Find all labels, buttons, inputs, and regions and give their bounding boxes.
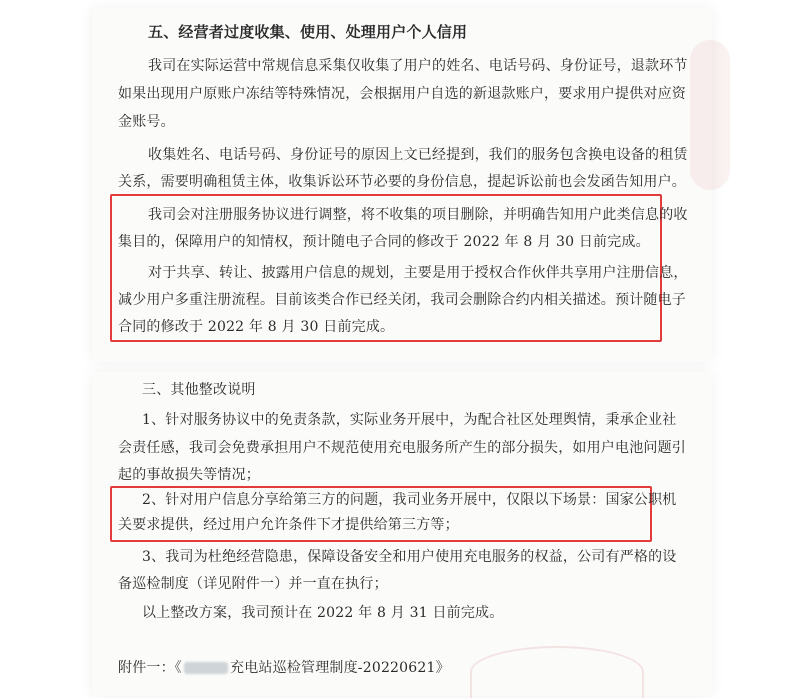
list-item-line: 关要求提供，经过用户允许条件下才提供给第三方等； [118, 517, 459, 533]
closing-line: 以上整改方案，我司预计在 2022 年 8 月 31 日前完成。 [142, 605, 504, 621]
seal-stamp-bottom [470, 646, 644, 698]
paragraph-line: 如果出现用户原账户冻结等特殊情况，会根据用户自选的新退款账户，要求用户提供对应资 [118, 86, 686, 102]
paragraph-line: 我司会对注册服务协议进行调整，将不收集的项目删除，并明确告知用户此类信息的收 [148, 207, 688, 223]
paragraph-line: 金账号。 [118, 114, 175, 130]
paragraph-line: 关系，需要明确租赁主体，收集诉讼环节必要的身份信息，提起诉讼前也会发函告知用户。 [118, 174, 686, 190]
paragraph-line: 对于共享、转让、披露用户信息的规划，主要是用于授权合作伙伴共享用户注册信息， [148, 265, 688, 281]
section-heading: 五、经营者过度收集、使用、处理用户个人信用 [148, 23, 468, 41]
attachment-prefix: 附件一：《 [118, 660, 182, 676]
paragraph-line: 集目的，保障用户的知情权，预计随电子合同的修改于 2022 年 8 月 30 日前完成。 [118, 234, 650, 250]
list-item-line: 会责任感，我司会免费承担用户不规范使用充电服务所产生的部分损失，如用户电池问题引 [118, 440, 686, 456]
list-item-line: 2、针对用户信息分享给第三方的问题，我司业务开展中，仅限以下场景：国家公职机 [142, 492, 677, 508]
list-item-line: 备巡检制度（详见附件一）并一直在执行； [118, 576, 388, 592]
paragraph-line: 收集姓名、电话号码、身份证号的原因上文已经提到，我们的服务包含换电设备的租赁 [148, 147, 688, 163]
list-item-line: 起的事故损失等情况； [118, 467, 260, 483]
paragraph-line: 减少用户多重注册流程。目前该类合作已经关闭，我司会删除合约内相关描述。预计随电子 [118, 292, 686, 308]
attachment-name: 充电站巡检管理制度-20220621》 [230, 660, 450, 676]
redacted-company-name [184, 662, 228, 674]
section-heading: 三、其他整改说明 [142, 382, 256, 398]
paragraph-line: 我司在实际运营中常规信息采集仅收集了用户的姓名、电话号码、身份证号，退款环节 [148, 58, 688, 74]
list-item-line: 3、我司为杜绝经营隐患，保障设备安全和用户使用充电服务的权益，公司有严格的设 [142, 549, 677, 565]
list-item-line: 1、针对服务协议中的免责条款，实际业务开展中，为配合社区处理舆情，秉承企业社 [142, 412, 677, 428]
paragraph-line: 合同的修改于 2022 年 8 月 30 日前完成。 [118, 319, 395, 335]
seal-stamp-edge [690, 40, 730, 190]
attachment-line [118, 658, 450, 678]
